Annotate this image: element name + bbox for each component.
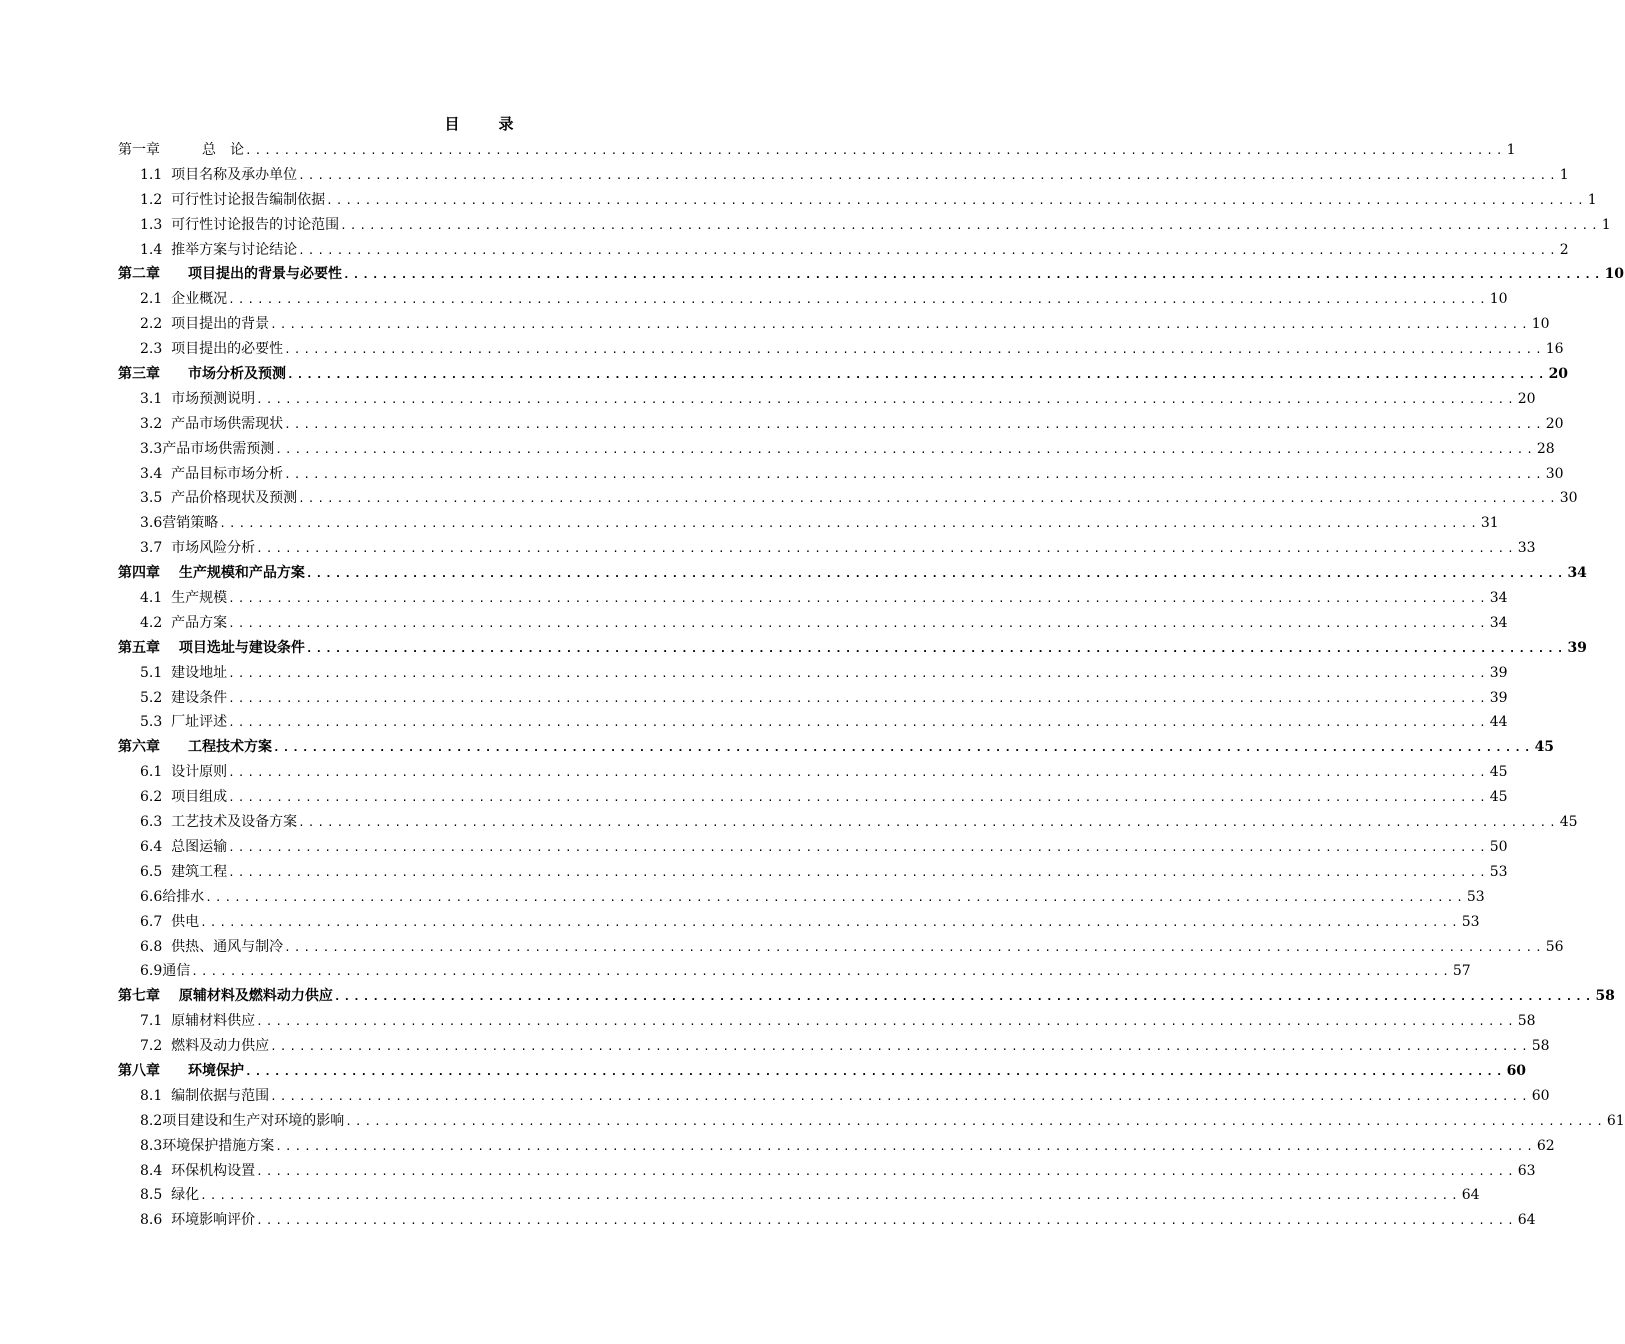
toc-chapter-row[interactable] <box>118 735 1555 760</box>
toc-section-row[interactable] <box>118 611 1508 636</box>
toc-entry-label: 6.3 工艺技术及设备方案 <box>140 814 298 831</box>
dot-leader: ................................................................................................................................... <box>228 716 1489 730</box>
toc-entry-label: 6.9通信 <box>140 963 191 980</box>
toc-entry-label: 2.1 企业概况 <box>140 291 228 308</box>
toc-entry-label: 5.1 建设地址 <box>140 664 228 681</box>
toc-page-number: 31 <box>1480 515 1499 532</box>
toc-page-number: 45 <box>1489 789 1508 806</box>
toc-chapter-row[interactable] <box>118 1059 1527 1084</box>
toc-section-row[interactable] <box>118 486 1578 511</box>
dot-leader: ................................................................................................................................... <box>228 293 1489 307</box>
toc-entry-label: 第六章 工程技术方案 <box>118 739 272 756</box>
toc-chapter-row[interactable] <box>118 636 1587 661</box>
toc-entry-label: 3.6营销策略 <box>140 515 219 532</box>
toc-entry-label: 3.5 产品价格现状及预测 <box>140 490 298 507</box>
toc-page-number: 34 <box>1567 565 1587 582</box>
toc-page-number: 28 <box>1536 440 1555 457</box>
dot-leader: ................................................................................................................................... <box>287 368 1548 382</box>
toc-entry-label: 6.6给排水 <box>140 888 205 905</box>
toc-page-number: 30 <box>1559 490 1578 507</box>
toc-entry-label: 第五章 项目选址与建设条件 <box>118 639 305 656</box>
toc-entry-label: 6.4 总图运输 <box>140 838 228 855</box>
dot-leader: ................................................................................................................................... <box>270 1089 1531 1103</box>
toc-page-number: 30 <box>1545 465 1564 482</box>
toc-section-row[interactable] <box>118 163 1569 188</box>
toc-page-number: 1 <box>1601 216 1611 233</box>
toc-entry-label: 1.3 可行性讨论报告的讨论范围 <box>140 216 340 233</box>
toc-page-number: 10 <box>1604 266 1625 283</box>
toc-section-row[interactable] <box>118 885 1485 910</box>
toc-entry-label: 8.6 环境影响评价 <box>140 1212 256 1229</box>
toc-page-number: 53 <box>1489 863 1508 880</box>
dot-leader: ................................................................................................................................... <box>245 1064 1506 1078</box>
dot-leader: ................................................................................................................................... <box>343 268 1604 282</box>
toc-page-number: 64 <box>1517 1212 1536 1229</box>
toc-entry-label: 6.2 项目组成 <box>140 789 228 806</box>
toc-section-row[interactable] <box>118 935 1564 960</box>
dot-leader: ................................................................................................................................... <box>256 1015 1517 1029</box>
toc-section-row[interactable] <box>118 437 1555 462</box>
dot-leader: ................................................................................................................................... <box>340 218 1601 232</box>
toc-section-row[interactable] <box>118 412 1564 437</box>
toc-entry-label: 8.3环境保护措施方案 <box>140 1137 275 1154</box>
toc-entry-label: 8.4 环保机构设置 <box>140 1162 256 1179</box>
toc-section-row[interactable] <box>118 785 1508 810</box>
toc-section-row[interactable] <box>118 760 1508 785</box>
toc-chapter-row[interactable] <box>118 362 1569 387</box>
toc-section-row[interactable] <box>118 1084 1550 1109</box>
toc-page-number: 39 <box>1489 664 1508 681</box>
dot-leader: ................................................................................................................................... <box>305 641 1567 655</box>
dot-leader: ................................................................................................................................... <box>228 616 1489 630</box>
dot-leader: ................................................................................................................................... <box>256 1214 1517 1228</box>
toc-entry-label: 3.3产品市场供需预测 <box>140 440 275 457</box>
toc-entry-label: 1.1 项目名称及承办单位 <box>140 166 298 183</box>
dot-leader: ................................................................................................................................... <box>191 965 1452 979</box>
toc-entry-label: 第四章 生产规模和产品方案 <box>118 565 305 582</box>
toc-page-number: 10 <box>1489 291 1508 308</box>
toc-page-number: 34 <box>1489 590 1508 607</box>
toc-page-number: 34 <box>1489 614 1508 631</box>
toc-section-row[interactable] <box>118 835 1508 860</box>
toc-page-number: 1 <box>1559 166 1569 183</box>
toc-chapter-row[interactable] <box>118 138 1516 163</box>
dot-leader: ................................................................................................................................... <box>284 467 1545 481</box>
toc-entry-label: 2.3 项目提出的必要性 <box>140 341 284 358</box>
toc-entry-label: 6.8 供热、通风与制冷 <box>140 938 284 955</box>
dot-leader: ................................................................................................................................... <box>298 243 1559 257</box>
toc-page-number: 56 <box>1545 938 1564 955</box>
toc-page-number: 58 <box>1517 1013 1536 1030</box>
toc-section-row[interactable] <box>118 511 1499 536</box>
toc-entry-label: 7.2 燃料及动力供应 <box>140 1038 270 1055</box>
toc-entry-label: 6.5 建筑工程 <box>140 863 228 880</box>
dot-leader: ................................................................................................................................... <box>284 417 1545 431</box>
toc-entry-label: 1.4 推举方案与讨论结论 <box>140 241 298 258</box>
dot-leader: ................................................................................................................................... <box>228 666 1489 680</box>
dot-leader: ................................................................................................................................... <box>228 766 1489 780</box>
toc-section-row[interactable] <box>118 1034 1550 1059</box>
toc-page-number: 53 <box>1466 888 1485 905</box>
dot-leader: ................................................................................................................................... <box>298 816 1559 830</box>
toc-section-row[interactable] <box>118 686 1508 711</box>
dot-leader: ................................................................................................................................... <box>298 168 1559 182</box>
toc-page-number: 62 <box>1536 1137 1555 1154</box>
dot-leader: ................................................................................................................................... <box>284 940 1545 954</box>
page-title: 目 录 <box>444 115 526 133</box>
toc-entry-label: 7.1 原辅材料供应 <box>140 1013 256 1030</box>
toc-entry-label: 3.1 市场预测说明 <box>140 390 256 407</box>
toc-page-number: 53 <box>1461 913 1480 930</box>
toc-entry-label: 第八章 环境保护 <box>118 1062 244 1079</box>
toc-entry-label: 5.2 建设条件 <box>140 689 228 706</box>
toc-section-row[interactable] <box>118 337 1564 362</box>
toc-section-row[interactable] <box>118 188 1597 213</box>
toc-section-row[interactable] <box>118 213 1611 238</box>
toc-entry-label: 8.5 绿化 <box>140 1187 200 1204</box>
toc-page-number: 58 <box>1595 988 1615 1005</box>
dot-leader: ................................................................................................................................... <box>298 492 1559 506</box>
dot-leader: ................................................................................................................................... <box>256 1164 1517 1178</box>
dot-leader: ................................................................................................................................... <box>284 343 1545 357</box>
toc-page-number: 57 <box>1452 963 1471 980</box>
toc-section-row[interactable] <box>118 1134 1555 1159</box>
dot-leader: ................................................................................................................................... <box>228 691 1489 705</box>
toc-entry-label: 第三章 市场分析及预测 <box>118 366 286 383</box>
dot-leader: ................................................................................................................................... <box>228 865 1489 879</box>
toc-section-row[interactable] <box>118 238 1569 263</box>
dot-leader: ................................................................................................................................... <box>219 517 1480 531</box>
toc-entry-label: 6.1 设计原则 <box>140 764 228 781</box>
toc-chapter-row[interactable] <box>118 984 1615 1009</box>
toc-page-number: 20 <box>1548 366 1569 383</box>
dot-leader: ................................................................................................................................... <box>345 1114 1606 1128</box>
toc-page-number: 45 <box>1534 739 1555 756</box>
dot-leader: ................................................................................................................................... <box>326 193 1587 207</box>
toc-section-row[interactable] <box>118 860 1508 885</box>
dot-leader: ................................................................................................................................... <box>275 442 1536 456</box>
toc-entry-label: 8.2项目建设和生产对环境的影响 <box>140 1112 345 1129</box>
toc-page-number: 60 <box>1506 1062 1527 1079</box>
dot-leader: ................................................................................................................................... <box>256 542 1517 556</box>
toc-section-row[interactable] <box>118 462 1564 487</box>
dot-leader: ................................................................................................................................... <box>245 144 1506 157</box>
toc-section-row[interactable] <box>118 710 1508 735</box>
toc-entry-label: 3.7 市场风险分析 <box>140 540 256 557</box>
dot-leader: ................................................................................................................................... <box>205 890 1466 904</box>
dot-leader: ................................................................................................................................... <box>270 318 1531 332</box>
toc-section-row[interactable] <box>118 536 1536 561</box>
toc-entry-label: 8.1 编制依据与范围 <box>140 1087 270 1104</box>
toc-page-number: 10 <box>1531 316 1550 333</box>
toc-section-row[interactable] <box>118 1109 1625 1134</box>
toc-section-row[interactable] <box>118 312 1550 337</box>
toc-entry-label: 3.4 产品目标市场分析 <box>140 465 284 482</box>
dot-leader: ................................................................................................................................... <box>228 791 1489 805</box>
toc-section-row[interactable] <box>118 1183 1480 1208</box>
toc-section-row[interactable] <box>118 810 1578 835</box>
toc-page-number: 50 <box>1489 838 1508 855</box>
toc-page-number: 61 <box>1606 1112 1625 1129</box>
toc-chapter-row[interactable] <box>118 561 1587 586</box>
toc-page-number: 63 <box>1517 1162 1536 1179</box>
toc-page-number: 64 <box>1461 1187 1480 1204</box>
toc-page-number: 1 <box>1587 191 1597 208</box>
toc-page-number: 39 <box>1489 689 1508 706</box>
toc-section-row[interactable] <box>118 1208 1536 1233</box>
toc-entry-label: 3.2 产品市场供需现状 <box>140 415 284 432</box>
table-of-contents <box>118 138 1625 1233</box>
toc-page-number: 45 <box>1489 764 1508 781</box>
toc-section-row[interactable] <box>118 910 1480 935</box>
toc-entry-label: 4.2 产品方案 <box>140 614 228 631</box>
toc-entry-label: 6.7 供电 <box>140 913 200 930</box>
dot-leader: ................................................................................................................................... <box>228 840 1489 854</box>
dot-leader: ................................................................................................................................... <box>273 741 1534 755</box>
toc-page-number: 33 <box>1517 540 1536 557</box>
dot-leader: ................................................................................................................................... <box>270 1040 1531 1054</box>
toc-page-number: 2 <box>1559 241 1569 258</box>
toc-entry-label: 5.3 厂址评述 <box>140 714 228 731</box>
toc-page-number: 44 <box>1489 714 1508 731</box>
toc-page-number: 39 <box>1567 639 1587 656</box>
dot-leader: ................................................................................................................................... <box>200 915 1461 929</box>
toc-entry-label: 4.1 生产规模 <box>140 590 228 607</box>
toc-page-number: 20 <box>1517 390 1536 407</box>
toc-section-row[interactable] <box>118 1159 1536 1184</box>
toc-entry-label: 第七章 原辅材料及燃料动力供应 <box>118 988 333 1005</box>
dot-leader: ................................................................................................................................... <box>256 392 1517 406</box>
toc-page-number: 1 <box>1506 142 1516 158</box>
toc-section-row[interactable] <box>118 287 1508 312</box>
toc-chapter-row[interactable] <box>118 262 1625 287</box>
toc-page-number: 58 <box>1531 1038 1550 1055</box>
toc-section-row[interactable] <box>118 661 1508 686</box>
toc-section-row[interactable] <box>118 586 1508 611</box>
toc-page-number: 16 <box>1545 341 1564 358</box>
toc-entry-label: 第二章 项目提出的背景与必要性 <box>118 266 342 283</box>
dot-leader: ................................................................................................................................... <box>275 1139 1536 1153</box>
toc-entry-label: 2.2 项目提出的背景 <box>140 316 270 333</box>
toc-entry-label: 第一章 总 论 <box>118 142 244 158</box>
toc-entry-label: 1.2 可行性讨论报告编制依据 <box>140 191 326 208</box>
toc-page-number: 45 <box>1559 814 1578 831</box>
toc-section-row[interactable] <box>118 387 1536 412</box>
toc-page-number: 20 <box>1545 415 1564 432</box>
dot-leader: ................................................................................................................................... <box>228 592 1489 606</box>
dot-leader: ................................................................................................................................... <box>305 567 1567 581</box>
toc-section-row[interactable] <box>118 959 1471 984</box>
dot-leader: ................................................................................................................................... <box>200 1189 1461 1203</box>
dot-leader: ................................................................................................................................... <box>333 990 1595 1004</box>
toc-page-number: 60 <box>1531 1087 1550 1104</box>
toc-section-row[interactable] <box>118 1009 1536 1034</box>
